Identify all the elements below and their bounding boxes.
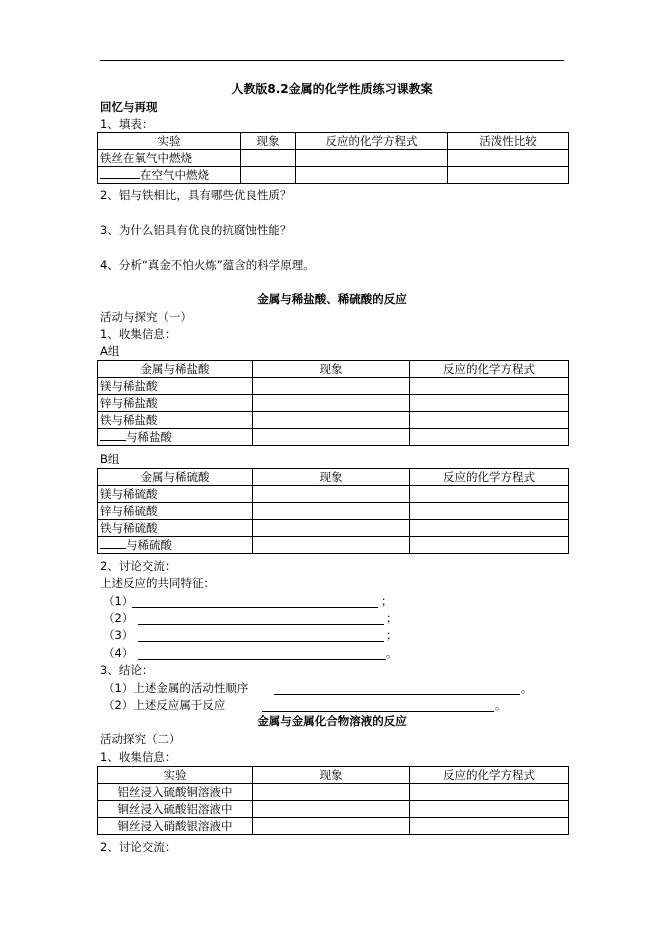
group-a-table	[97, 360, 569, 446]
section2-heading: 金属与金属化合物溶液的反应	[257, 714, 407, 728]
row-label: 铝丝浸入硫酸铜溶液中	[98, 784, 253, 801]
header-cell: 实验	[98, 133, 241, 150]
fill-blank[interactable]	[100, 178, 140, 179]
table-row	[98, 378, 569, 395]
table-header-row	[98, 767, 569, 784]
item-end: ；	[386, 611, 398, 625]
item-number: （1）	[103, 594, 134, 608]
section2-activity: 活动探究（二）	[100, 732, 181, 746]
fill-blank[interactable]	[100, 440, 126, 441]
row-label: 铁与稀盐酸	[98, 412, 253, 429]
answer-line[interactable]	[138, 659, 386, 660]
item-end: ；	[381, 594, 393, 608]
blank-cell[interactable]	[410, 537, 569, 554]
item-number: （2）	[103, 611, 134, 625]
review-q3: 3、为什么铝具有优良的抗腐蚀性能？	[100, 223, 292, 237]
blank-cell[interactable]	[253, 537, 410, 554]
header-rule	[100, 60, 564, 61]
blank-cell[interactable]	[410, 378, 569, 395]
period: 。	[495, 698, 507, 712]
group-b-label: B组	[100, 452, 120, 466]
section1-collect: 1、收集信息：	[100, 327, 177, 341]
row-label-with-blank	[98, 167, 241, 184]
table-header-row	[98, 361, 569, 378]
item-number: （3）	[103, 628, 134, 642]
table-row	[98, 520, 569, 537]
row-label: 锌与稀盐酸	[98, 395, 253, 412]
blank-cell[interactable]	[448, 167, 569, 184]
header-cell: 活泼性比较	[448, 133, 569, 150]
section1-heading: 金属与稀盐酸、稀硫酸的反应	[257, 292, 407, 306]
blank-cell[interactable]	[253, 503, 410, 520]
blank-cell[interactable]	[253, 486, 410, 503]
table-header-row	[98, 133, 569, 150]
fill-blank[interactable]	[100, 548, 126, 549]
header-cell: 反应的化学方程式	[410, 767, 569, 784]
blank-cell[interactable]	[241, 150, 296, 167]
answer-line[interactable]	[262, 711, 494, 712]
group-a-label: A组	[100, 344, 120, 358]
blank-cell[interactable]	[241, 167, 296, 184]
item-end: ；	[386, 628, 398, 642]
item-end: 。	[386, 646, 398, 660]
table-row	[98, 395, 569, 412]
conclusion-1: （1）上述金属的活动性顺序	[103, 681, 249, 695]
row-label: 与稀硫酸	[126, 537, 172, 552]
header-cell: 现象	[241, 133, 296, 150]
blank-cell[interactable]	[253, 520, 410, 537]
review-q4: 4、分析“真金不怕火炼”蕴含的科学原理。	[100, 258, 315, 272]
header-cell: 现象	[253, 767, 410, 784]
group-b-table	[97, 468, 569, 554]
row-label: 与稀盐酸	[126, 429, 172, 444]
table-row	[98, 801, 569, 818]
blank-cell[interactable]	[410, 395, 569, 412]
blank-cell[interactable]	[253, 412, 410, 429]
blank-cell[interactable]	[410, 429, 569, 446]
blank-cell[interactable]	[253, 784, 410, 801]
common-feature-label: 上述反应的共同特征：	[100, 576, 215, 590]
row-label: 铁丝在氧气中燃烧	[98, 150, 241, 167]
row-label: 镁与稀盐酸	[98, 378, 253, 395]
header-cell: 反应的化学方程式	[296, 133, 448, 150]
table-row	[98, 167, 569, 184]
row-label: 锌与稀硫酸	[98, 503, 253, 520]
row-label-with-blank	[98, 429, 253, 446]
row-label: 铜丝浸入硫酸铝溶液中	[98, 801, 253, 818]
header-cell: 反应的化学方程式	[410, 469, 569, 486]
blank-cell[interactable]	[448, 150, 569, 167]
conclusion-label: 3、结论：	[100, 663, 154, 677]
blank-cell[interactable]	[410, 486, 569, 503]
blank-cell[interactable]	[410, 503, 569, 520]
table-row	[98, 486, 569, 503]
table-row	[98, 429, 569, 446]
blank-cell[interactable]	[253, 818, 410, 835]
answer-line[interactable]	[132, 607, 378, 608]
table-row	[98, 818, 569, 835]
blank-cell[interactable]	[253, 801, 410, 818]
review-heading: 回忆与再现	[100, 100, 158, 114]
blank-cell[interactable]	[253, 378, 410, 395]
blank-cell[interactable]	[253, 395, 410, 412]
row-label-with-blank	[98, 537, 253, 554]
row-label: 铁与稀硫酸	[98, 520, 253, 537]
table-row	[98, 537, 569, 554]
section2-collect: 1、收集信息：	[100, 750, 177, 764]
review-q1: 1、填表：	[100, 117, 154, 131]
header-cell: 反应的化学方程式	[410, 361, 569, 378]
header-cell: 实验	[98, 767, 253, 784]
blank-cell[interactable]	[410, 801, 569, 818]
page-title: 人教版8.2金属的化学性质练习课教案	[231, 82, 433, 96]
answer-line[interactable]	[274, 694, 520, 695]
blank-cell[interactable]	[410, 818, 569, 835]
table-row	[98, 150, 569, 167]
period: 。	[521, 681, 533, 695]
row-label: 铜丝浸入硝酸银溶液中	[98, 818, 253, 835]
blank-cell[interactable]	[410, 784, 569, 801]
section2-discuss: 2、讨论交流：	[100, 840, 177, 854]
table-row	[98, 412, 569, 429]
review-table	[97, 132, 569, 184]
review-q2: 2、铝与铁相比，具有哪些优良性质？	[100, 188, 292, 202]
header-cell: 金属与稀盐酸	[98, 361, 253, 378]
table-header-row	[98, 469, 569, 486]
table-row	[98, 503, 569, 520]
blank-cell[interactable]	[296, 150, 448, 167]
row-label: 镁与稀硫酸	[98, 486, 253, 503]
blank-cell[interactable]	[410, 412, 569, 429]
blank-cell[interactable]	[296, 167, 448, 184]
blank-cell[interactable]	[410, 520, 569, 537]
discuss-label: 2、讨论交流：	[100, 559, 177, 573]
blank-cell[interactable]	[253, 429, 410, 446]
section1-activity: 活动与探究（一）	[100, 310, 192, 324]
header-cell: 现象	[253, 361, 410, 378]
item-number: （4）	[103, 646, 134, 660]
header-cell: 现象	[253, 469, 410, 486]
answer-line[interactable]	[138, 641, 384, 642]
row-label: 在空气中燃烧	[140, 167, 209, 182]
header-cell: 金属与稀硫酸	[98, 469, 253, 486]
conclusion-2: （2）上述反应属于反应	[103, 698, 226, 712]
table-row	[98, 784, 569, 801]
section2-table	[97, 766, 569, 835]
answer-line[interactable]	[138, 624, 384, 625]
